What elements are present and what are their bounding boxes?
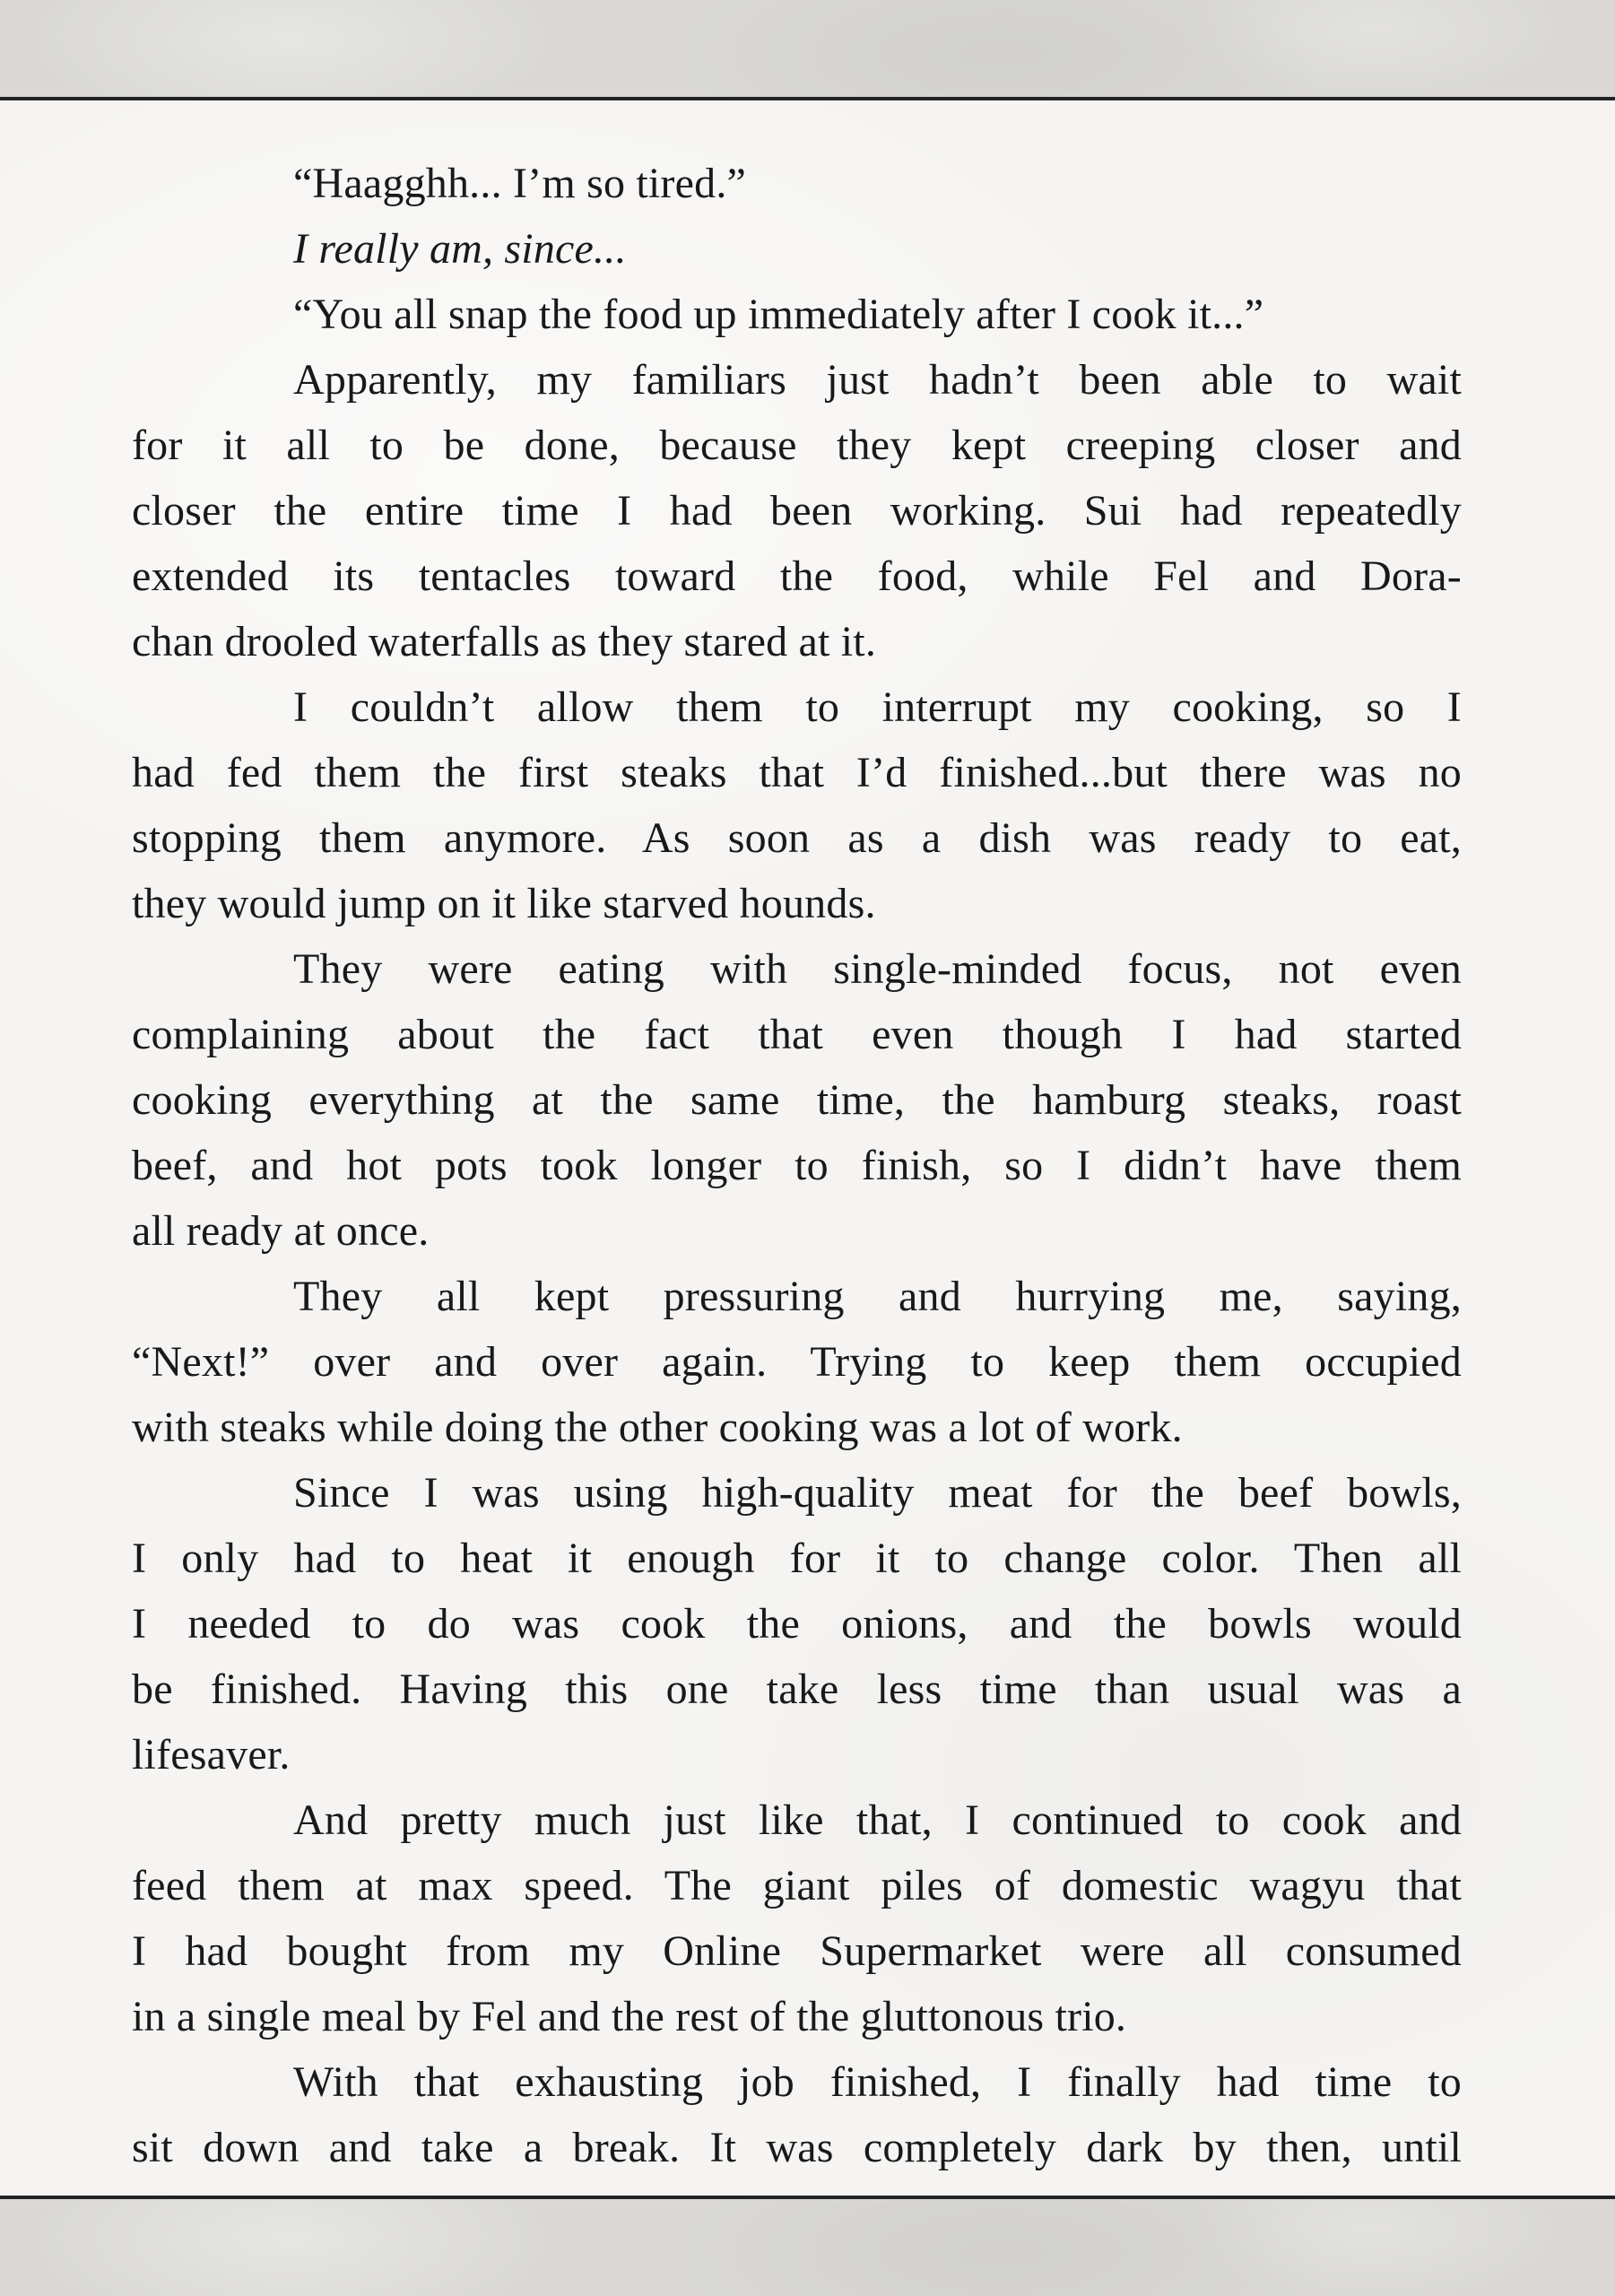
text-line: I couldn’t allow them to interrupt my cooking, so I — [293, 683, 1462, 731]
text-line: beef, and hot pots took longer to finish, so I didn’t have them — [132, 1142, 1462, 1189]
text-line: They all kept pressuring and hurrying me, saying, — [293, 1273, 1462, 1320]
text-line: sit down and take a break. It was completely dark by then, until — [132, 2124, 1462, 2171]
text-line: feed them at max speed. The giant piles of domestic wagyu that — [132, 1862, 1462, 1909]
text-line: They were eating with single-minded focus, not even — [293, 945, 1462, 993]
reader-top-margin — [0, 0, 1615, 97]
page-text-block — [132, 151, 1462, 2180]
text-line: I needed to do was cook the onions, and the bowls would — [132, 1600, 1462, 1648]
paragraph — [132, 936, 1462, 1264]
book-page — [0, 100, 1615, 2196]
text-line: in a single meal by Fel and the rest of the gluttonous trio. — [132, 1993, 1127, 2040]
paragraph — [132, 1460, 1462, 1787]
text-line: extended its tentacles toward the food, while Fel and Dora- — [132, 552, 1462, 600]
text-line: chan drooled waterfalls as they stared at it. — [132, 618, 877, 665]
text-line: for it all to be done, because they kept creeping closer and — [132, 422, 1462, 469]
text-line: And pretty much just like that, I continued to cook and — [293, 1796, 1462, 1844]
text-line: stopping them anymore. As soon as a dish was ready to eat, — [132, 814, 1462, 862]
paragraph — [132, 151, 1462, 216]
text-line: had fed them the first steaks that I’d finished...but there was no — [132, 749, 1462, 796]
paragraph — [132, 216, 1462, 282]
text-line: lifesaver. — [132, 1731, 291, 1779]
text-line: be finished. Having this one take less time than usual was a — [132, 1665, 1462, 1713]
text-line: they would jump on it like starved hounds. — [132, 880, 876, 927]
paragraph — [132, 282, 1462, 347]
paragraph — [132, 2049, 1462, 2180]
paragraph — [132, 674, 1462, 936]
paragraph — [132, 1787, 1462, 2049]
text-line: closer the entire time I had been working. Sui had repeatedly — [132, 487, 1462, 535]
text-line: “Next!” over and over again. Trying to keep them occupied — [132, 1338, 1462, 1386]
text-line: complaining about the fact that even though I had started — [132, 1011, 1462, 1058]
paragraph — [132, 1264, 1462, 1460]
text-line: with steaks while doing the other cooking was a lot of work. — [132, 1404, 1183, 1451]
text-line: With that exhausting job finished, I finally had time to — [293, 2058, 1462, 2106]
reader-bottom-margin — [0, 2199, 1615, 2296]
paragraph — [132, 347, 1462, 674]
text-line-italic: I really am, since... — [293, 225, 627, 273]
text-line: Apparently, my familiars just hadn’t been able to wait — [293, 356, 1462, 404]
text-line: Since I was using high-quality meat for the beef bowls, — [293, 1469, 1462, 1517]
text-line: all ready at once. — [132, 1207, 430, 1255]
text-line: “Haagghh... I’m so tired.” — [293, 160, 747, 207]
text-line: “You all snap the food up immediately after I cook it...” — [293, 291, 1264, 338]
text-line: cooking everything at the same time, the hamburg steaks, roast — [132, 1076, 1462, 1124]
text-line: I had bought from my Online Supermarket were all consumed — [132, 1927, 1462, 1975]
text-line: I only had to heat it enough for it to change color. Then all — [132, 1535, 1462, 1582]
